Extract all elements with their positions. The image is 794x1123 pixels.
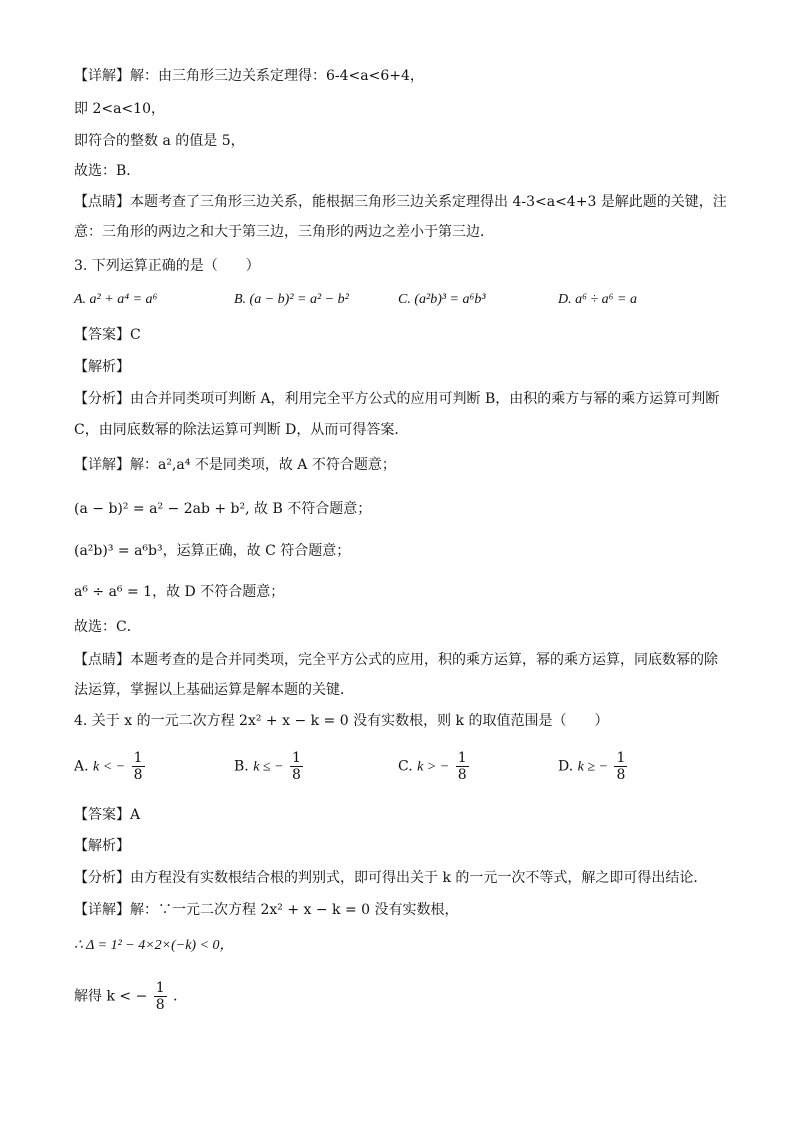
q3-comment-1: 【点睛】本题考查的是合并同类项，完全平方公式的应用，积的乘方运算，幂的乘方运算，同底数幂的除 [74,652,718,668]
q4-option-a [74,750,147,783]
q4-option-d-fraction [614,750,627,783]
q2-line2: 即 2<a<10， [74,101,165,117]
q4-option-c [398,750,471,783]
fraction-numerator: 1 [155,980,165,996]
q4-option-d-rel: k ≥ − [577,759,608,775]
q2-detail: 【详解】解：由三角形三边关系定理得：6-4<a<6+4， [74,68,424,84]
q4-option-c-rel: k > − [417,759,450,775]
q4-stem: 4. 关于 x 的一元二次方程 2x² + x − k = 0 没有实数根，则 k 的取值范围是（ ） [74,713,609,729]
q3-detail-1: 【详解】解：a²,a⁴ 不是同类项，故 A 不符合题意； [74,457,396,473]
fraction-numerator: 1 [616,750,626,766]
q4-answer: 【答案】A [74,807,141,823]
q3-analysis-heading: 【解析】 [74,359,130,375]
q3-option-c: C. (a²b)³ = a⁶b³ [398,292,486,307]
q4-result-prefix: 解得 k < − [74,988,148,1005]
q3-detail-3: (a²b)³ = a⁶b³，运算正确，故 C 符合题意； [74,543,351,559]
q3-option-b: B. (a − b)² = a² − b² [234,292,349,307]
q3-answer: 【答案】C [74,327,141,343]
q4-detail-2: ∴ Δ = 1² − 4×2×(−k) < 0， [74,938,234,953]
q3-option-d: D. a⁶ ÷ a⁶ = a [558,292,637,307]
q3-detail-4: a⁶ ÷ a⁶ = 1，故 D 不符合题意； [74,584,285,600]
q4-option-b-rel: k ≤ − [253,759,284,775]
q3-fenxi-1: 【分析】由合并同类项可判断 A，利用完全平方公式的应用可判断 B，由积的乘方与幂的乘方运算可判断 [74,391,720,407]
q4-option-a-label: A. [74,758,89,775]
q4-option-b-label: B. [234,758,249,775]
q3-comment-2: 法运算，掌握以上基础运算是解本题的关键． [74,682,354,698]
q4-option-c-fraction [456,750,469,783]
q4-option-a-rel: k < − [93,759,126,775]
fraction-denominator: 8 [292,767,301,783]
q2-choose: 故选：B． [74,163,141,179]
fraction-denominator: 8 [616,767,626,783]
q3-detail-2: (a − b)² = a² − 2ab + b², 故 B 不符合题意； [74,501,372,517]
q4-option-a-fraction [132,750,145,783]
fraction-numerator: 1 [457,750,467,766]
q4-result-suffix: ． [173,988,188,1005]
q4-result [74,980,187,1013]
fraction-denominator: 8 [457,767,467,783]
q2-comment-2: 意：三角形的两边之和大于第三边，三角形的两边之差小于第三边． [74,224,494,240]
q4-option-d-label: D. [558,758,574,775]
q2-comment-1: 【点睛】本题考查了三角形三边关系，能根据三角形三边关系定理得出 4-3<a<4+3 是解此题的关键，注 [74,194,727,210]
q4-option-d [558,750,629,783]
q4-option-b-fraction [290,750,303,783]
q4-fenxi: 【分析】由方程没有实数根结合根的判别式，即可得出关于 k 的一元一次不等式，解之即可得出结论． [74,870,708,886]
q2-line3: 即符合的整数 a 的值是 5， [74,133,245,149]
q3-option-a: A. a² + a⁴ = a⁶ [74,292,158,307]
fraction-denominator: 8 [133,767,143,783]
q4-option-c-label: C. [398,758,413,775]
fraction-numerator: 1 [133,750,143,766]
q4-detail-1: 【详解】解：∵一元二次方程 2x² + x − k = 0 没有实数根， [74,902,459,918]
fraction-numerator: 1 [292,750,301,766]
fraction-denominator: 8 [155,997,165,1013]
q4-analysis-heading: 【解析】 [74,838,130,854]
q3-choose: 故选：C． [74,619,141,635]
q4-option-b [234,750,305,783]
q3-fenxi-2: C，由同底数幂的除法运算可判断 D，从而可得答案． [74,422,409,438]
q4-result-fraction [154,980,167,1013]
q3-stem: 3. 下列运算正确的是（ ） [74,258,260,274]
